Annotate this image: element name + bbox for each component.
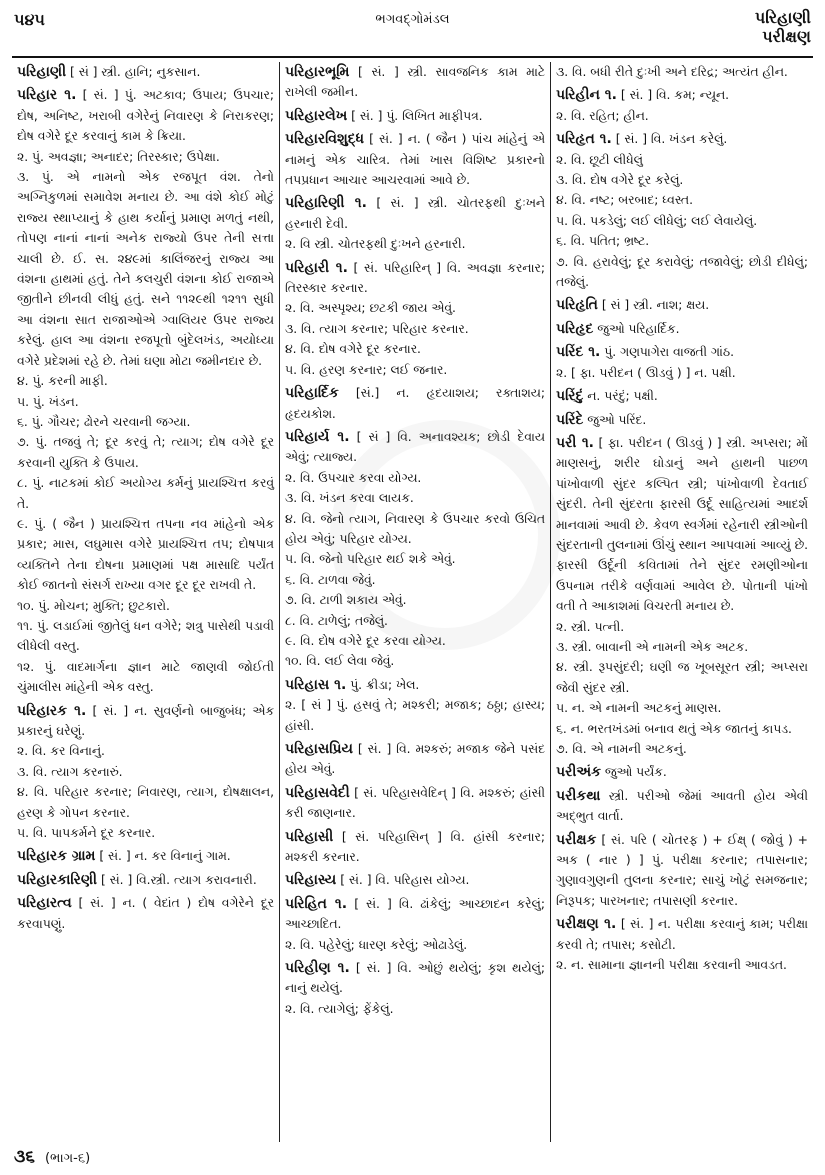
entry-definition: [ સં. પરિ ( ચોતરફ ) + ઈક્ષ્ ( જોવું ) + અક ( નાર ) ] પું. પરીક્ષા કરનાર; તપાસનાર; ગુણાવગુણની તુલના કરનાર; સાચું ખોટું સમજનાર; નિરૂપક; પારખનાર; તપાસણી કરનાર.	[556, 832, 808, 908]
entry-sense: ૨. વિ. અસ્પૃશ્ય; છટકી જાય એવું.	[285, 301, 456, 316]
entry-sense: ૩. વિ. દોષ વગેરે દૂર કરેલું.	[556, 173, 684, 188]
entry-sense: ૨. વિ. પહેરેલું; ધારણ કરેલું; ઓઢાડેલું.	[285, 937, 468, 952]
entry-sense: ૨. પું. અવજ્ઞા; અનાદર; તિરસ્કાર; ઉપેક્ષા.	[17, 149, 220, 164]
dictionary-entry	[556, 295, 808, 315]
entry-definition: [ સં. ] વિ. પરિહાસ યોગ્ય.	[340, 873, 470, 888]
entry-definition: [ ફા. પરીદન ( ઊડવું ) ] સ્ત્રી. અપ્સરા; મોં માણસનું, શરીર ઘોડાનું અને હાથની પાછળ પાંખોવાળી સુંદર કલ્પિત સ્ત્રી; પાંખોવાળી દેવતાઈ સુંદરી. તેની સુંદરતા ફારસી ઉર્દૂ સાહિત્યમાં આદર્શ માનવામાં આવી છે. કેવળ સ્વર્ગમાં રહેનારી સ્ત્રીઓની સુંદરતાની તુલનામાં ઊંચું સ્થાન આપવામાં આવ્યું છે. ફારસી ઉર્દૂની કવિતામાં તેને સુંદર રમણીઓના ઉપનામ તરીકે વર્ણવામાં આવેલ છે. પોતાની પાંખો વતી તે આકાશમાં વિચરતી મનાય છે.	[556, 435, 808, 614]
dictionary-entry	[285, 258, 545, 380]
entry-headword: પરિહાસપ્રિય	[285, 741, 353, 757]
entry-definition: [ સં. પરિહારિન્ ] વિ. અવજ્ઞા કરનાર; તિરસ્કાર કરનાર.	[285, 260, 545, 296]
entry-definition: [ સં. ] વિ.સ્ત્રી. ત્યાગ કરાવનારી.	[100, 872, 257, 887]
entry-headword: પરિહીણ ૧.	[285, 960, 350, 977]
entry-headword: પરીઅંક	[556, 764, 601, 781]
entry-definition: ન. પરંદું; પક્ષી.	[587, 389, 658, 404]
entry-definition: [ સં. ] વિ. ખંડન કરેલું.	[615, 132, 728, 147]
entry-definition: [ સં. ] ન. કર વિનાનું ગામ.	[99, 849, 231, 864]
entry-sense: ૩. વિ. ત્યાગ કરનાર; પરિહાર કરનાર.	[285, 321, 469, 336]
entry-definition: [ સં. ] વિ. ઢાંકેલું; આચ્છાદન કરેલું; આચ્છાદિત.	[285, 896, 545, 932]
entry-sense: ૭. વિ. એ નામની અટકનું.	[556, 742, 687, 756]
entry-headword: પરિહારક ૧.	[17, 702, 87, 719]
entry-headword: પરિહૃત ૧.	[556, 131, 612, 148]
entry-definition: જુઓ પરિંદ.	[587, 412, 647, 427]
entry-headword: પરિહારવિશુદ્ધ	[285, 131, 365, 148]
dictionary-entry	[556, 319, 808, 339]
entry-headword: પરીક્ષણ ૧.	[556, 916, 617, 933]
column-2	[280, 62, 551, 1142]
dictionary-entry	[285, 62, 545, 103]
entry-definition: [ સં. ] ન. પરીક્ષા કરવાનું કામ; પરીક્ષા કરવી તે; તપાસ; કસોટી.	[556, 917, 808, 952]
header-rule	[12, 56, 813, 58]
entry-sense: ૬. પું. ગૌચર; ઢોરને ચરવાની જગ્યા.	[17, 414, 191, 429]
entry-sense: ૨. વિ. કર વિનાનું.	[17, 744, 105, 759]
entry-sense: ૩. વિ. ત્યાગ કરનારું.	[17, 764, 123, 779]
entry-sense: ૮. વિ. ટાળેલું; તજેલું.	[285, 613, 388, 628]
entry-sense: ૨. વિ. ઉપચાર કરવા યોગ્ય.	[285, 470, 422, 485]
entry-headword: પરિંદું	[556, 388, 584, 405]
entry-sense: ૪. વિ. જેનો ત્યાગ, નિવારણ કે ઉપચાર કરવો ઉચિત હોય એવું; પરિહાર યોગ્ય.	[285, 511, 545, 546]
dictionary-entry	[556, 914, 808, 975]
entry-sense: ૪. પું. કરની માફી.	[17, 374, 108, 389]
entry-sense: ૧૧. પું. લડાઈમાં જીતેલું ધન વગેરે; શત્રુ પાસેથી પડાવી લીધેલી વસ્તુ.	[17, 618, 274, 654]
entry-sense: ૨. વિ સ્ત્રી. ચોતરફથી દુઃખને હરનારી.	[285, 237, 466, 252]
dictionary-entry	[556, 386, 808, 406]
entry-definition: [ સં. ] ન. સુવર્ણનો બાજુબંધ; એક પ્રકારનું ઘરેણું.	[17, 703, 275, 738]
entry-sense: ૮. પું. નાટકમાં કોઈ અયોગ્ય કર્મનું પ્રાયશ્ચિત્ત કરવું તે.	[17, 476, 274, 511]
entry-definition: [ સં. ] પું. અટકાવ; ઉપાય; ઉપચાર; દોષ, અનિષ્ટ, ખરાબી વગેરેનું નિવારણ કે નિરાકરણ; દોષ વગેરે દૂર કરવાનું કામ કે ક્રિયા.	[17, 88, 274, 144]
entry-definition: સ્ત્રી. પરીઓ જેમાં આવતી હોય એવી અદ્ભુત વાર્તા.	[556, 788, 808, 824]
dictionary-entry	[285, 106, 545, 126]
entry-definition: [ સં. ] વિ. મશ્કરું; મજાક જેને પસંદ હોય એવું.	[285, 742, 545, 777]
dictionary-entry	[285, 383, 545, 424]
dictionary-entry	[17, 893, 274, 934]
dictionary-entry	[17, 701, 274, 844]
entry-sense: ૨. વિ. ત્યાગેલું; ફેંકેલું.	[285, 1001, 394, 1016]
entry-definition: પું. ક્રીડા; ખેલ.	[350, 677, 420, 692]
entry-headword: પરિંદ ૧.	[556, 344, 601, 361]
entry-definition: ૩. વિ. બધી રીતે દુઃખી અને દરિદ્ર; અત્યંત હીન.	[556, 65, 788, 79]
entry-definition: [ સં. ] વિ. કમ; ન્યૂન.	[620, 88, 730, 103]
entry-headword: પરી ૧.	[556, 434, 594, 451]
entry-sense: ૭. વિ. હરાવેલું; દૂર કરાવેલું; તજાવેલું; છોડી દીધેલું; તજેલું.	[556, 254, 808, 290]
entry-headword: પરિહાસી	[285, 828, 334, 845]
entry-headword: પરિહૃદ	[556, 320, 594, 337]
dictionary-entry	[285, 675, 545, 736]
dictionary-entry	[285, 129, 545, 190]
header-page-number: ૫૪૫	[14, 10, 45, 29]
entry-sense: ૨. વિ. રહિત; હીન.	[556, 108, 649, 123]
entry-sense: ૧૦. પું. મોચન; મુક્તિ; છુટકારો.	[17, 598, 170, 613]
dictionary-entry	[556, 342, 808, 383]
column-3	[551, 62, 813, 1142]
header-title: ભગવદ્ગોમંડલ	[375, 12, 450, 27]
dictionary-entry	[17, 870, 274, 890]
entry-definition: [ સં ] વિ. અનાવશ્યક; છોડી દેવાય એવું; ત્યાજ્ય.	[285, 429, 545, 465]
dictionary-entry	[285, 193, 545, 254]
entry-definition: જુઓ પર્યંક.	[604, 765, 667, 780]
entry-headword: પરિહાર્ય ૧.	[285, 428, 350, 445]
entry-sense: ૬. ન. ભરતખંડમાં બનાવ થતું એક જાતનું કાપડ.	[556, 721, 792, 736]
entry-definition: [ સં. પરિહાસવેદિન્ ] વિ. મશ્કરું; હાંસી કરી જાણનાર.	[285, 785, 545, 821]
dictionary-entry	[556, 129, 808, 292]
entry-sense: ૩. પું. એ નામનો એક રજપૂત વંશ. તેનો અગ્નિકુળમાં સમાવેશ મનાય છે. આ વંશે કોઈ મોટું રાજ્ય સ્થાપ્યાનું કે હાથ કર્યાનું પ્રમાણ મળતું નથી, તોપણ નાનાં નાનાં અનેક રાજ્યો ઉપર તેની સત્તા ચાલી છે. ઈ. સ. ૨૪૯માં કાલિંજરનું રાજ્ય આ વંશના હાથમાં હતું. તેને કલચુરી વંશના કોઈ રાજાએ જીતીને છીનવી લીધું હતું. સને ૧૧૨૯થી ૧૨૧૧ સુધી આ વંશના સાત રાજાઓએ ગ્વાલિયર ઉપર રાજ્ય કરેલું. હાલ આ વંશના રજપૂતો બુંદેલખંડ, અયોધ્યા વગેરે પ્રદેશમાં રહે છે. તેમાં ઘણા મોટા જમીનદાર છે.	[17, 170, 274, 368]
entry-sense: ૫. વિ. પાપકર્મને દૂર કરનાર.	[17, 826, 156, 841]
entry-sense: ૧૨. પું. વાદમાર્ગના જ્ઞાન માટે જાણવી જોઈતી ચુંમાલીસ માંહેની એક વસ્તુ.	[17, 659, 274, 695]
dictionary-entry	[556, 410, 808, 430]
footer-part-label: (ભાગ-૬)	[44, 1151, 91, 1166]
dictionary-entry	[285, 739, 545, 780]
entry-sense: ૫. પું. ખંડન.	[17, 394, 79, 409]
entry-definition: [ સં. ] સ્ત્રી. સાવજનિક કામ માટે રાખેલી જમીન.	[285, 65, 545, 100]
entry-sense: ૨. [ સં ] પું. હસવું તે; મશ્કરી; મજાક; ઠઠ્ઠા; હાસ્ય; હાંસી.	[285, 698, 545, 733]
entry-headword: પરિહારિણી ૧.	[285, 195, 367, 212]
entry-sense: ૯. પું. ( જૈન ) પ્રાયશ્ચિત્ત તપના નવ માંહેનો એક પ્રકાર; માસ, લઘુમાસ વગેરે પ્રાયશ્ચિત્ત તપ; દોષપાત્ર વ્યક્તિને તેના દોષના પ્રમાણમાં પક્ષ માસાદિ પર્યંત કોઈ જાતનો સંસર્ગ રાખ્યા વગર દૂર દૂર રાખવી તે.	[17, 516, 274, 593]
entry-sense: ૨. ન. સામાના જ્ઞાનની પરીક્ષા કરવાની આવડત.	[556, 958, 787, 973]
entry-definition: [ સં ] સ્ત્રી. હાનિ; નુકસાન.	[70, 65, 201, 79]
dictionary-entry	[556, 85, 808, 126]
entry-sense: ૪. સ્ત્રી. રૂપસુંદરી; ઘણી જ ખૂબસૂરત સ્ત્રી; અપ્સરા જેવી સુંદર સ્ત્રી.	[556, 660, 808, 695]
entry-headword: પરિહાર ૧.	[17, 87, 77, 104]
dictionary-entry	[17, 62, 274, 82]
entry-sense: ૫. ન. એ નામની અટકનું માણસ.	[556, 701, 722, 716]
entry-headword: પરિહાસવેદી	[285, 784, 350, 801]
entry-definition: [ સં. પરિહાસિન્ ] વિ. હાંસી કરનાર; મશ્કરી કરનાર.	[285, 829, 545, 865]
entry-definition: [ સં. ] પું. લિખિત માફીપત્ર.	[351, 108, 483, 123]
entry-sense: ૨. વિ. છૂટી લીધેલું	[556, 152, 643, 167]
entry-definition: પું. ગણપાગેરા વાજતી ગાંઠ.	[604, 345, 734, 360]
entry-headword: પરિહાણી	[17, 64, 67, 80]
entry-sense: ૨. [ ફા. પરીદન ( ઊડવું ) ] ન. પક્ષી.	[556, 365, 736, 380]
entry-sense: ૬. વિ. પતિત; ભ્રષ્ટ.	[556, 234, 650, 249]
dictionary-entry	[556, 762, 808, 782]
entry-definition: [ સં. ] ન. ( જૈન ) પાંચ માંહેનું એ નામનું એક ચારિત્ર. તેમાં ખાસ વિશિષ્ટ પ્રકારનો તપપ્રધાન આચાર આચરવામાં આવે છે.	[285, 132, 545, 188]
page-header	[14, 6, 811, 54]
entry-headword: પરિહારભૂમિ	[285, 64, 350, 80]
entry-sense: ૩. સ્ત્રી. બાવાની એ નામની એક અટક.	[556, 639, 749, 654]
page-footer	[14, 1147, 90, 1167]
entry-sense: ૪. વિ. નષ્ટ; બરબાદ; ધ્વસ્ત.	[556, 193, 693, 208]
entry-sense: ૩. વિ. ખંડન કરવા લાયક.	[285, 491, 414, 506]
dictionary-entry	[285, 894, 545, 955]
entry-sense: ૭. વિ. ટાળી શકાય એવું.	[285, 593, 407, 608]
entry-headword: પરિહિત ૧.	[285, 895, 348, 912]
guide-word-first: પરિહાણી	[754, 8, 811, 27]
column-1	[12, 62, 280, 1142]
entry-headword: પરિહૃતિ	[556, 297, 598, 314]
entry-sense: ૪. વિ. પરિહાર કરનાર; નિવારણ, ત્યાગ, દોષક્ષાલન, હરણ કે ગોપન કરનાર.	[17, 785, 274, 820]
dictionary-entry	[556, 433, 808, 760]
entry-headword: પરીક્ષક	[556, 831, 597, 848]
entry-headword: પરિહારત્વ	[17, 895, 72, 912]
dictionary-entry	[556, 786, 808, 827]
entry-definition: [ સં. ] ન. ( વેદાંત ) દોષ વગેરેને દૂર કરવાપણું.	[17, 896, 274, 931]
entry-definition: [ સં. ] સ્ત્રી. ચોતરફથી દુઃખને હરનારી દેવી.	[285, 196, 545, 231]
entry-definition: જુઓ પરિહાર્દિક.	[597, 321, 680, 336]
dictionary-entry	[285, 827, 545, 868]
entry-headword: પરિહાસ ૧.	[285, 676, 347, 693]
entry-definition: [ સં. ] વિ. ઓછું થયેલું; કૃશ થયેલું; નાનું થયેલું.	[285, 961, 545, 996]
entry-headword: પરિહાસ્ય	[285, 872, 337, 889]
columns	[12, 62, 813, 1142]
entry-headword: પરિહારક ગ્રામ	[17, 848, 96, 865]
entry-headword: પરિહારી ૧.	[285, 259, 348, 276]
entry-sense: ૫. વિ. જેનો પરિહાર થઈ શકે એવું.	[285, 552, 456, 567]
entry-definition: [ સં ] સ્ત્રી. નાશ; ક્ષય.	[601, 298, 710, 313]
dictionary-entry	[285, 870, 545, 890]
dictionary-entry	[285, 427, 545, 672]
entry-sense: ૯. વિ. દોષ વગેરે દૂર કરવા યોગ્ય.	[285, 633, 446, 648]
entry-definition: [સં.] ન. હૃદયાશય; રક્તાશય; હૃદયકોશ.	[285, 386, 545, 421]
dictionary-entry	[285, 958, 545, 1019]
entry-sense: ૭. પું. તજવું તે; દૂર કરવું તે; ત્યાગ; દોષ વગેરે દૂર કરવાની યુક્તિ કે ઉપાય.	[17, 435, 274, 470]
dictionary-entry	[17, 846, 274, 866]
entry-sense: ૬. વિ. ટાળવા જેવું.	[285, 572, 376, 587]
header-guide-words	[755, 8, 811, 46]
dictionary-entry	[17, 85, 274, 697]
dictionary-entry	[556, 62, 808, 82]
entry-headword: પરિહીન ૧.	[556, 87, 617, 104]
entry-headword: પરિહારકારિણી	[17, 871, 98, 888]
dictionary-entry	[285, 783, 545, 824]
entry-sense: ૫. વિ. હરણ કરનાર; લઈ જનાર.	[285, 362, 448, 377]
entry-headword: પરીકથા	[556, 787, 601, 804]
guide-word-last: પરીક્ષણ	[762, 27, 811, 46]
entry-sense: ૫. વિ. પકડેલું; લઈ લીધેલું; લઈ લેવાયેલું.	[556, 213, 758, 228]
entry-headword: પરિહાર્દિક	[285, 385, 339, 402]
footer-page-number: ૩૬	[14, 1147, 35, 1167]
entry-sense: ૧૦. વિ. લઈ લેવા જેવું.	[285, 654, 395, 669]
entry-headword: પરિહારલેખ	[285, 107, 348, 124]
entry-headword: પરિંદે	[556, 411, 584, 428]
entry-sense: ૪. વિ. દોષ વગેરે દૂર કરનાર.	[285, 342, 421, 357]
entry-sense: ૨. સ્ત્રી. પત્ની.	[556, 619, 625, 634]
dictionary-entry	[556, 830, 808, 912]
